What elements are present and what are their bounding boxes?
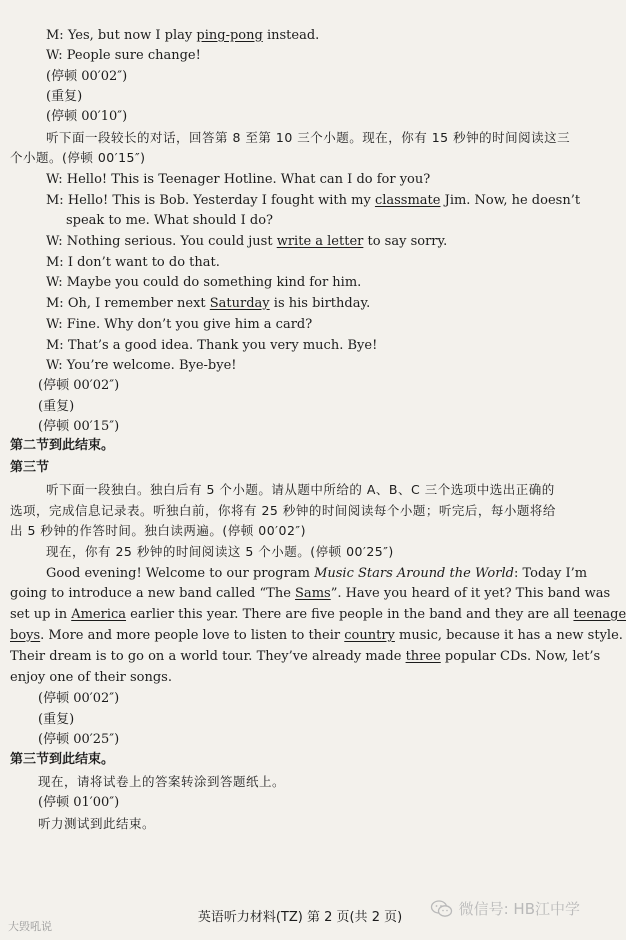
dialogue-line: M: Oh, I remember next Saturday is his birthday. [46,296,371,311]
monologue-line: going to introduce a new band called “The Sams”. Have you heard of it yet? This band was [10,586,611,601]
watermark-left: 大毁吼说 [8,920,52,933]
line-2: W: People sure change! [46,48,201,63]
pause-line: (停顿 00′02″) [38,378,120,393]
instruction-line: 个小题。(停顿 00′15″) [10,150,146,165]
pause-line: (停顿 01′00″) [38,795,120,810]
instruction-line: 现在，请将试卷上的答案转涂到答题纸上。 [38,774,286,789]
monologue-line: set up in America earlier this year. There are five people in the band and they are all teenage [10,607,626,622]
instruction-line: 出 5 秒钟的作答时间。独白读两遍。(停顿 00′02″) [10,523,306,538]
pause-line: (停顿 00′02″) [46,69,128,84]
dialogue-line: M: That’s a good idea. Thank you very much. Bye! [46,338,378,353]
instruction-line: 听下面一段较长的对话，回答第 8 至第 10 三个小题。现在，你有 15 秒钟的时间阅读这三 [46,130,571,145]
dialogue-line: speak to me. What should I do? [66,213,273,228]
watermark-right [431,898,580,919]
repeat-line: (重复) [46,89,83,104]
monologue-line: Their dream is to go on a world tour. They’ve already made three popular CDs. Now, let’s [10,649,601,664]
section-heading: 第三节 [10,460,50,475]
dialogue-line: W: Nothing serious. You could just write a letter to say sorry. [46,234,448,249]
watermark-text: 微信号: HB江中学 [458,900,580,918]
monologue-line: Good evening! Welcome to our program Music Stars Around the World: Today I’m [46,566,588,581]
monologue-line: enjoy one of their songs. [10,670,172,685]
dialogue-line: W: Maybe you could do something kind for him. [46,275,362,290]
section-end-heading: 第二节到此结束。 [10,438,115,453]
page-footer: 英语听力材料(TZ) 第 2 页(共 2 页) [197,910,403,925]
pause-line: (停顿 00′15″) [38,419,120,434]
dialogue-line: M: I don’t want to do that. [46,255,220,270]
dialogue-line: W: You’re welcome. Bye-bye! [46,358,237,373]
section-end-heading: 第三节到此结束。 [10,752,115,767]
repeat-line: (重复) [38,399,75,414]
instruction-line: 听下面一段独白。独白后有 5 个小题。请从题中所给的 A、B、C 三个选项中选出正确的 [46,482,555,497]
instruction-line: 选项，完成信息记录表。听独白前，你将有 25 秒钟的时间阅读每个小题；听完后，每小题将给 [10,503,556,518]
pause-line: (停顿 00′25″) [38,732,120,747]
pause-line: (停顿 00′02″) [38,691,120,706]
dialogue-line: W: Hello! This is Teenager Hotline. What can I do for you? [46,172,431,187]
repeat-line: (重复) [38,712,75,727]
instruction-line: 现在，你有 25 秒钟的时间阅读这 5 个小题。(停顿 00′25″) [46,544,394,559]
dialogue-line: W: Fine. Why don’t you give him a card? [46,317,313,332]
line-1: M: Yes, but now I play ping-pong instead. [46,28,320,43]
monologue-line: boys. More and more people love to listen to their country music, because it has a new style. [10,628,623,643]
closing-line: 听力测试到此结束。 [38,816,156,831]
dialogue-line: M: Hello! This is Bob. Yesterday I fought with my classmate Jim. Now, he doesn’t [46,193,581,208]
wechat-icon [431,900,453,918]
pause-line: (停顿 00′10″) [46,109,128,124]
